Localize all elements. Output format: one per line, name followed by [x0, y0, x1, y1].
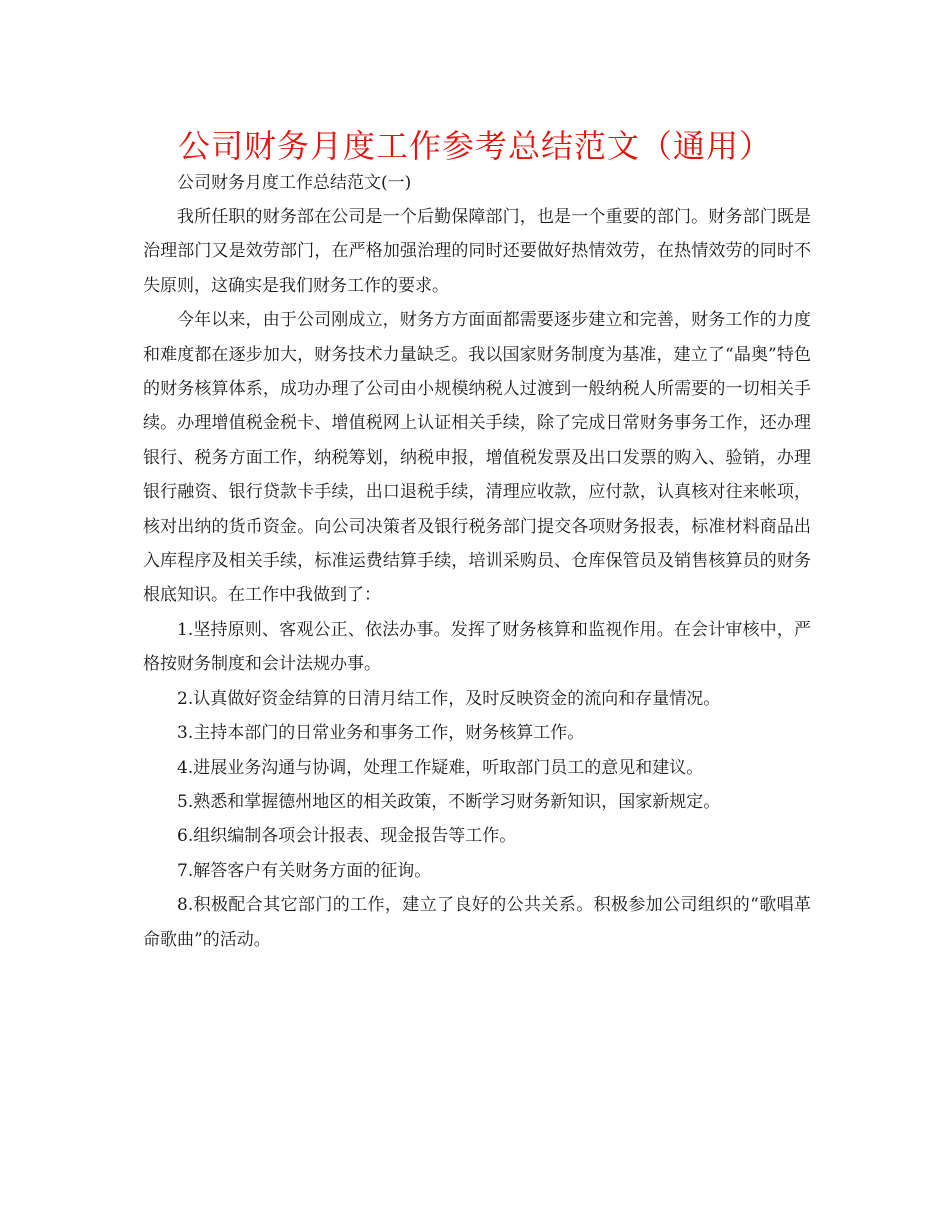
list-item-2: 2.认真做好资金结算的日清月结工作，及时反映资金的流向和存量情况。 — [177, 688, 721, 709]
document-subtitle: 公司财务月度工作总结范文(一) — [177, 173, 412, 193]
paragraph-work-summary: 今年以来，由于公司刚成立，财务方方面面都需要逐步建立和完善，财务工作的力度和难度都在逐步加大，财务技术力量缺乏。我以国家财务制度为基准，建立了“晶奥”特色的财务核算体系，成功办理了公司由小规模纳税人过渡到一般纳税人所需要的一切相关手续。办理增值税金税卡、增值税网上认证相关手续，除了完成日常财务事务工作，还办理银行、税务方面工作，纳税筹划，纳税申报，增值税发票及出口发票的购入、验销，办理银行融资、银行贷款卡手续，出口退税手续，清理应收款，应付款，认真核对往来帐项，核对出纳的货币资金。向公司决策者及银行税务部门提交各项财务报表，标准材料商品出入库程序及相关手续，标准运费结算手续，培训采购员、仓库保管员及销售核算员的财务根底知识。在工作中我做到了： — [143, 310, 811, 606]
list-item-3: 3.主持本部门的日常业务和事务工作，财务核算工作。 — [177, 723, 585, 744]
document-body — [143, 166, 811, 957]
list-item-5: 5.熟悉和掌握德州地区的相关政策，不断学习财务新知识，国家新规定。 — [177, 791, 721, 812]
document-title: 公司财务月度工作参考总结范文（通用） — [177, 127, 772, 165]
paragraph-intro: 我所任职的财务部在公司是一个后勤保障部门，也是一个重要的部门。财务部门既是治理部门又是效劳部门，在严格加强治理的同时还要做好热情效劳，在热情效劳的同时不失原则，这确实是我们财务工作的要求。 — [143, 207, 811, 296]
list-item-7: 7.解答客户有关财务方面的征询。 — [177, 860, 432, 881]
list-item-8: 8.积极配合其它部门的工作，建立了良好的公共关系。积极参加公司组织的“歌唱革命歌曲”的活动。 — [143, 895, 811, 950]
list-item-4: 4.进展业务沟通与协调，处理工作疑难，听取部门员工的意见和建议。 — [177, 757, 704, 778]
list-item-6: 6.组织编制各项会计报表、现金报告等工作。 — [177, 826, 517, 847]
list-item-1: 1.坚持原则、客观公正、依法办事。发挥了财务核算和监视作用。在会计审核中，严格按财务制度和会计法规办事。 — [143, 619, 811, 675]
